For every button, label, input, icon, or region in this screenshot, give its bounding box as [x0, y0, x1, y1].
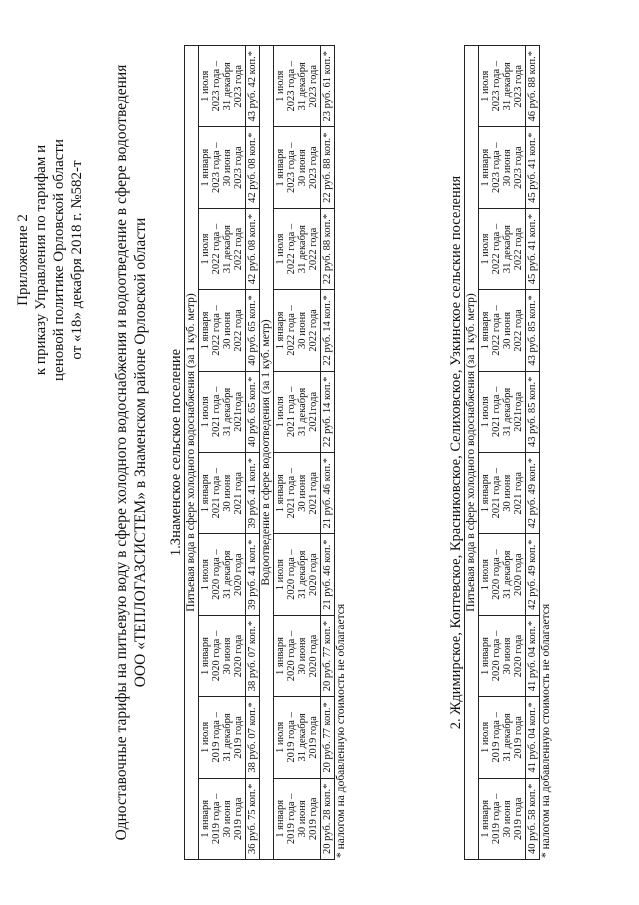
water-values-row	[246, 46, 260, 860]
document-title	[112, 40, 150, 865]
tariff-value: 21 руб. 46 коп.*	[321, 453, 335, 534]
period-cell: 1 июля 2022 года – 31 декабря 2022 года	[199, 208, 246, 289]
period-cell: 1 июля 2023 года – 31 декабря 2023 года	[274, 46, 321, 127]
period-cell: 1 июля 2023 года – 31 декабря 2023 года	[199, 46, 246, 127]
appendix-date-line: от «18» декабря 2018 г. №582-т	[69, 160, 85, 360]
section-2	[448, 45, 553, 860]
tariff-value: 20 руб. 77 коп.*	[321, 615, 335, 696]
tariff-value: 42 руб. 08 коп.*	[246, 208, 260, 289]
period-row	[274, 46, 321, 860]
tariff-value: 41 руб. 04 коп.*	[526, 697, 540, 778]
appendix-authority-line: ценовой политике Орловской области	[51, 139, 67, 381]
period-cell: 1 января 2019 года – 30 июня 2019 года	[479, 778, 526, 859]
sewer-values-row	[321, 46, 335, 860]
tariff-value: 20 руб. 28 коп.*	[321, 778, 335, 859]
tariff-value: 45 руб. 41 коп.*	[526, 127, 540, 208]
section-2-table	[464, 45, 540, 860]
period-cell: 1 января 2019 года – 30 июня 2019 года	[274, 778, 321, 859]
tariff-value: 42 руб. 49 коп.*	[526, 453, 540, 534]
appendix-number: Приложение 2	[15, 214, 31, 306]
tariff-value: 39 руб. 41 коп.*	[246, 534, 260, 615]
section-2-heading: 2. Ждимирское, Коптевское, Красниковское, Селиховское, Узкинское сельские поселения	[448, 175, 464, 730]
water-label-row: Питьевая вода в сфере холодного водоснабжения (за 1 куб. метр)	[185, 46, 199, 860]
period-cell: 1 июля 2023 года – 31 декабря 2023 года	[479, 46, 526, 127]
period-cell: 1 января 2023 года – 30 июня 2023 года	[479, 127, 526, 208]
tariff-value: 22 руб. 14 коп.*	[321, 371, 335, 452]
water-values-row	[526, 46, 540, 860]
period-cell: 1 января 2020 года – 30 июня 2020 года	[479, 615, 526, 696]
tariff-value: 42 руб. 49 коп.*	[526, 534, 540, 615]
period-cell: 1 января 2020 года – 30 июня 2020 года	[199, 615, 246, 696]
period-cell: 1 июля 2019 года – 31 декабря 2019 года	[199, 697, 246, 778]
tariff-value: 38 руб. 07 коп.*	[246, 697, 260, 778]
vat-footnote: * налогом на добавленную стоимость не облагается	[335, 603, 347, 858]
tariff-value: 45 руб. 41 коп.*	[526, 208, 540, 289]
sewer-label-row: Водоотведение в сфере водоотведения (за 1 куб. метр)	[260, 46, 274, 860]
period-cell: 1 января 2022 года – 30 июня 2022 года	[479, 290, 526, 371]
period-row	[479, 46, 526, 860]
tariff-value: 43 руб. 85 коп.*	[526, 371, 540, 452]
tariff-value: 23 руб. 61 коп.*	[321, 46, 335, 127]
tariff-value: 43 руб. 85 коп.*	[526, 290, 540, 371]
period-cell: 1 июля 2022 года – 31 декабря 2022 года	[274, 208, 321, 289]
tariff-value: 22 руб. 88 коп.*	[321, 127, 335, 208]
title-line-2: ООО «ТЕПЛОГАЗСИСТЕМ» в Знаменском районе Орловской области	[132, 217, 149, 688]
tariff-value: 38 руб. 07 коп.*	[246, 615, 260, 696]
period-cell: 1 июля 2019 года – 31 декабря 2019 года	[274, 697, 321, 778]
tariff-value: 43 руб. 42 коп.*	[246, 46, 260, 127]
period-cell: 1 июля 2019 года – 31 декабря 2019 года	[479, 697, 526, 778]
section-1-table	[184, 45, 335, 860]
tariff-value: 22 руб. 14 коп.*	[321, 290, 335, 371]
section-1	[168, 45, 348, 860]
tariff-value: 36 руб. 75 коп.*	[246, 778, 260, 859]
tariff-value: 21 руб. 46 коп.*	[321, 534, 335, 615]
period-cell: 1 июля 2022 года – 31 декабря 2022 года	[479, 208, 526, 289]
title-line-1: Одноставочные тарифы на питьевую воду в сфере холодного водоснабжения и водоотведение в сфере водоотведения	[113, 64, 130, 841]
period-cell: 1 июля 2020 года – 31 декабря 2020 года	[274, 534, 321, 615]
period-cell: 1 июля 2020 года – 31 декабря 2020 года	[199, 534, 246, 615]
period-row	[199, 46, 246, 860]
tariff-value: 41 руб. 04 коп.*	[526, 615, 540, 696]
period-cell: 1 июля 2021 года – 31 декабря 2021года	[274, 371, 321, 452]
period-cell: 1 июля 2021 года – 31 декабря 2021года	[199, 371, 246, 452]
tariff-value: 40 руб. 58 коп.*	[526, 778, 540, 859]
period-cell: 1 января 2023 года – 30 июня 2023 года	[199, 127, 246, 208]
tariff-value: 20 руб. 77 коп.*	[321, 697, 335, 778]
period-cell: 1 января 2019 года – 30 июня 2019 года	[199, 778, 246, 859]
period-cell: 1 января 2021 года – 30 июня 2021 года	[479, 453, 526, 534]
period-cell: 1 января 2021 года – 30 июня 2021 года	[274, 453, 321, 534]
tariff-value: 42 руб. 08 коп.*	[246, 127, 260, 208]
period-cell: 1 января 2020 года – 30 июня 2020 года	[274, 615, 321, 696]
tariff-value: 22 руб. 88 коп.*	[321, 208, 335, 289]
tariff-value: 46 руб. 88 коп.*	[526, 46, 540, 127]
tariff-value: 40 руб. 65 коп.*	[246, 290, 260, 371]
tariff-value: 40 руб. 65 коп.*	[246, 371, 260, 452]
appendix-order-line: к приказу Управления по тарифам и	[33, 144, 49, 376]
period-cell: 1 июля 2021 года – 31 декабря 2021года	[479, 371, 526, 452]
tariff-value: 39 руб. 41 коп.*	[246, 453, 260, 534]
section-1-heading: 1.Знаменское сельское поселение	[168, 348, 184, 557]
period-cell: 1 июля 2020 года – 31 декабря 2020 года	[479, 534, 526, 615]
period-cell: 1 января 2022 года – 30 июня 2022 года	[199, 290, 246, 371]
period-cell: 1 января 2021 года – 30 июня 2021 года	[199, 453, 246, 534]
appendix-header	[14, 100, 86, 420]
period-cell: 1 января 2022 года – 30 июня 2022 года	[274, 290, 321, 371]
period-cell: 1 января 2023 года – 30 июня 2023 года	[274, 127, 321, 208]
vat-footnote: * налогом на добавленную стоимость не облагается	[540, 603, 552, 858]
water-label-row: Питьевая вода в сфере холодного водоснабжения (за 1 куб. метр)	[465, 46, 479, 860]
